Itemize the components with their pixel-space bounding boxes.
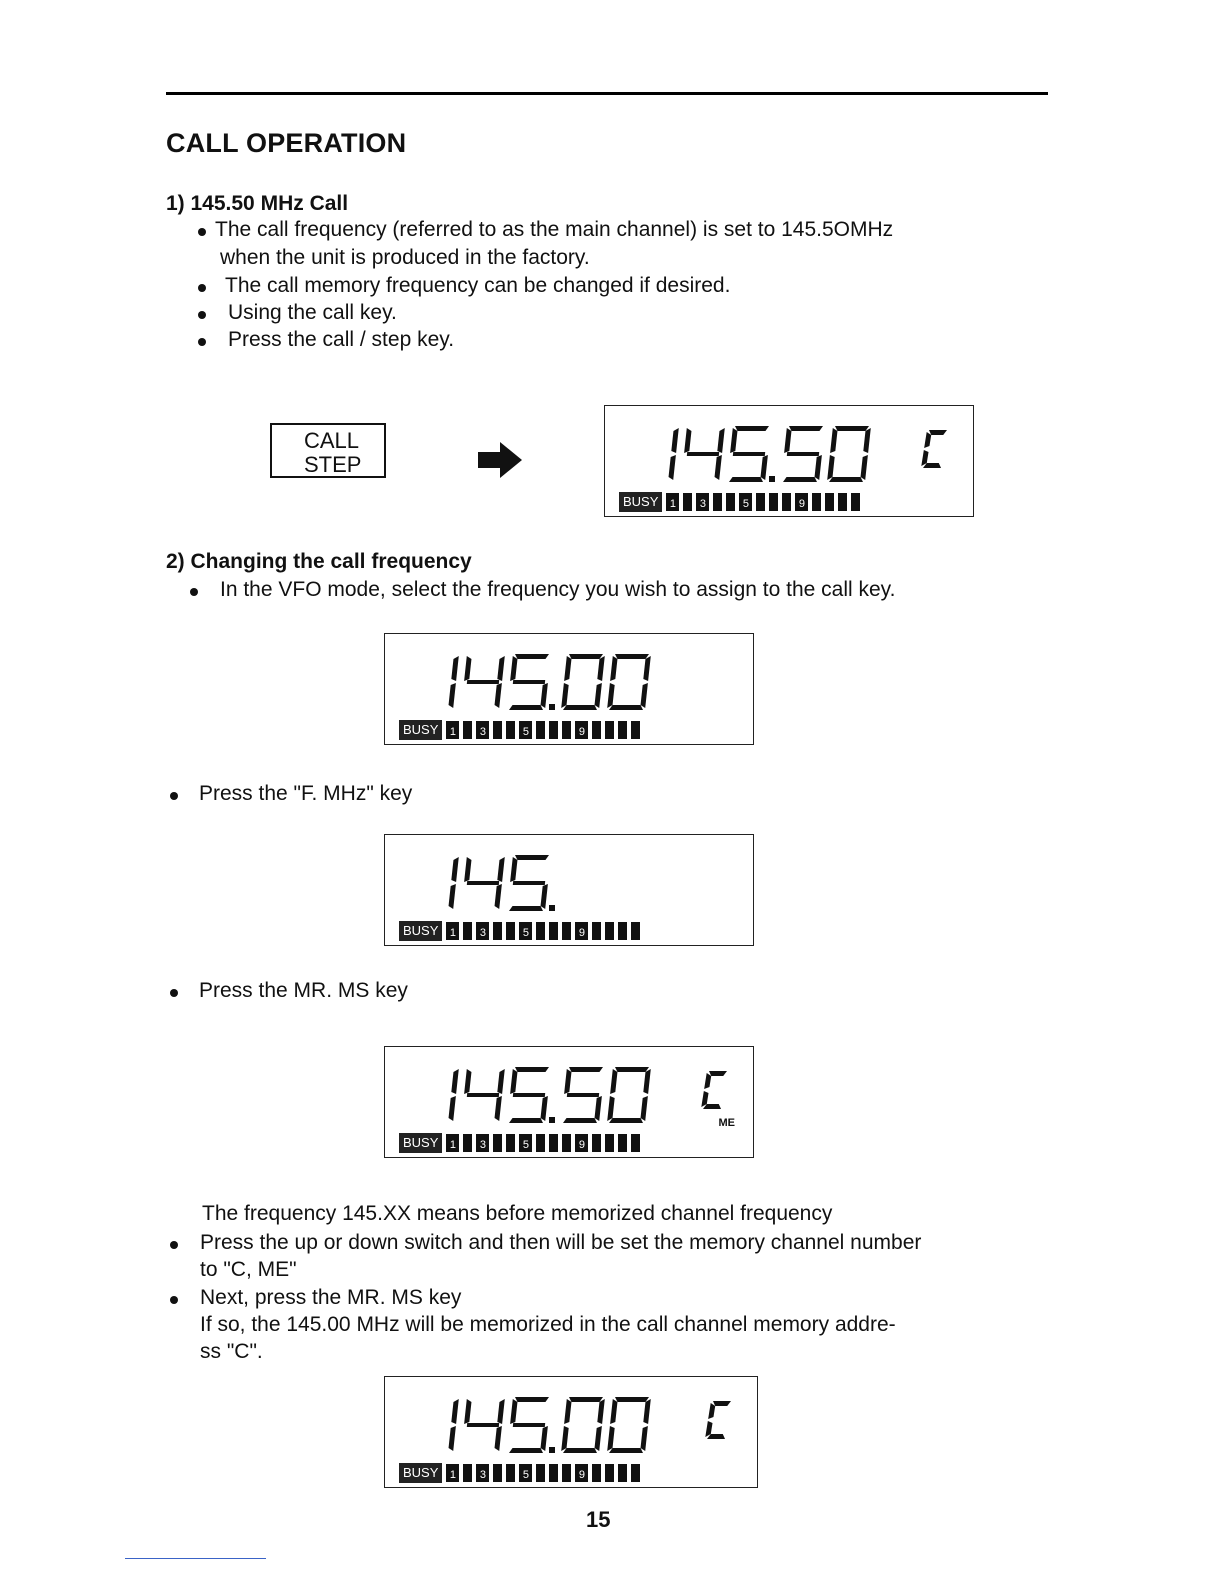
signal-segment bbox=[463, 1464, 472, 1482]
lcd-segment bbox=[467, 881, 499, 885]
signal-segment bbox=[506, 922, 515, 940]
lcd-segment bbox=[467, 1423, 499, 1427]
lcd-segment bbox=[449, 884, 456, 909]
lcd-segment bbox=[713, 1401, 731, 1406]
lcd-segment bbox=[567, 1093, 599, 1097]
signal-segment-numbered: 9 bbox=[575, 1464, 588, 1482]
lcd-segment bbox=[464, 656, 471, 681]
busy-indicator: BUSY bbox=[399, 1133, 442, 1153]
lcd-segment bbox=[495, 683, 502, 708]
signal-segment bbox=[838, 493, 847, 511]
lcd-segment bbox=[510, 1069, 517, 1094]
lcd-segment bbox=[641, 683, 648, 708]
lcd-segment bbox=[569, 654, 603, 659]
section2-text: Next, press the MR. MS key bbox=[200, 1286, 462, 1309]
lcd-segment bbox=[509, 1118, 543, 1123]
lcd-segment bbox=[789, 426, 823, 431]
lcd-segment bbox=[597, 656, 604, 681]
signal-segment-numbered: 1 bbox=[446, 922, 459, 940]
signal-segment-numbered: 9 bbox=[575, 1134, 588, 1152]
section1-text: Using the call key. bbox=[228, 301, 397, 324]
lcd-segment bbox=[835, 426, 869, 431]
lcd-display bbox=[604, 405, 974, 517]
lcd-memory-label: ME bbox=[718, 1117, 735, 1129]
busy-indicator: BUSY bbox=[399, 921, 442, 941]
signal-segment-numbered: 1 bbox=[446, 1134, 459, 1152]
lcd-segment bbox=[815, 455, 822, 480]
lcd-segment bbox=[641, 1096, 648, 1121]
lcd-segment bbox=[449, 1096, 456, 1121]
lcd-segment bbox=[595, 683, 602, 708]
lcd-segment bbox=[715, 455, 722, 480]
lcd-segment bbox=[513, 1423, 545, 1427]
lcd-segment bbox=[561, 1426, 568, 1451]
signal-segment bbox=[536, 721, 545, 739]
signal-segment bbox=[506, 721, 515, 739]
signal-segment-numbered: 5 bbox=[519, 922, 532, 940]
lcd-segment bbox=[513, 881, 545, 885]
lcd-segment bbox=[615, 1397, 649, 1402]
lcd-segment bbox=[609, 1118, 643, 1123]
lcd-segment bbox=[863, 428, 870, 453]
lcd-segment bbox=[449, 683, 456, 708]
lcd-segment bbox=[924, 432, 931, 448]
lcd-segment bbox=[829, 477, 863, 482]
lcd-frequency-digits bbox=[385, 1377, 757, 1459]
lcd-segment bbox=[451, 1069, 458, 1094]
bullet-icon bbox=[198, 228, 206, 236]
lcd-segment bbox=[733, 452, 765, 456]
signal-segment-numbered: 1 bbox=[446, 1464, 459, 1482]
bullet-icon bbox=[198, 284, 206, 292]
section2-heading: 2) Changing the call frequency bbox=[166, 550, 472, 573]
signal-segment-numbered: 5 bbox=[739, 493, 752, 511]
lcd-segment bbox=[609, 705, 643, 710]
lcd-segment bbox=[541, 683, 548, 708]
lcd-segment bbox=[595, 1096, 602, 1121]
lcd-segment bbox=[509, 705, 543, 710]
signal-segment bbox=[618, 922, 627, 940]
signal-segment bbox=[562, 922, 571, 940]
lcd-segment bbox=[541, 884, 548, 909]
lcd-segment bbox=[615, 1067, 649, 1072]
lcd-signal-bar bbox=[619, 492, 860, 512]
signal-segment-numbered: 9 bbox=[575, 922, 588, 940]
signal-segment bbox=[726, 493, 735, 511]
signal-segment bbox=[463, 1134, 472, 1152]
section1-text: The call frequency (referred to as the main channel) is set to 145.5OMHz bbox=[215, 218, 894, 241]
right-arrow-icon bbox=[478, 440, 524, 480]
lcd-segment bbox=[707, 1434, 725, 1439]
lcd-frequency-digits bbox=[385, 1047, 753, 1129]
lcd-signal-bar bbox=[399, 1133, 640, 1153]
signal-segment bbox=[592, 721, 601, 739]
lcd-decimal-point bbox=[549, 1117, 555, 1123]
signal-segment bbox=[631, 1134, 640, 1152]
bullet-icon bbox=[190, 588, 198, 596]
lcd-segment bbox=[684, 428, 691, 453]
signal-segment bbox=[592, 922, 601, 940]
lcd-decimal-point bbox=[549, 905, 555, 911]
section2-text: Press the "F. MHz" key bbox=[199, 782, 413, 805]
bullet-icon bbox=[198, 338, 206, 346]
lcd-segment bbox=[729, 477, 763, 482]
lcd-segment bbox=[451, 656, 458, 681]
lcd-segment bbox=[515, 1397, 549, 1402]
call-step-key-illustration bbox=[270, 423, 386, 478]
section2-text: ss "C". bbox=[200, 1340, 263, 1363]
lcd-frequency-digits bbox=[385, 835, 753, 917]
lcd-segment bbox=[787, 452, 819, 456]
lcd-segment bbox=[830, 428, 837, 453]
signal-segment bbox=[562, 721, 571, 739]
lcd-segment bbox=[564, 1399, 571, 1424]
lcd-segment bbox=[509, 906, 543, 911]
signal-segment-numbered: 5 bbox=[519, 721, 532, 739]
footer-rule bbox=[125, 1558, 266, 1559]
lcd-segment bbox=[449, 1426, 456, 1451]
lcd-segment bbox=[541, 1426, 548, 1451]
signal-segment bbox=[493, 922, 502, 940]
signal-segment bbox=[683, 493, 692, 511]
signal-segment-numbered: 3 bbox=[476, 721, 489, 739]
lcd-segment bbox=[643, 1069, 650, 1094]
lcd-segment bbox=[510, 1399, 517, 1424]
busy-indicator: BUSY bbox=[399, 1463, 442, 1483]
signal-segment-numbered: 3 bbox=[696, 493, 709, 511]
signal-segment bbox=[605, 721, 614, 739]
signal-segment bbox=[493, 1134, 502, 1152]
lcd-decimal-point bbox=[769, 476, 775, 482]
lcd-segment bbox=[563, 705, 597, 710]
lcd-display bbox=[384, 1376, 758, 1488]
lcd-segment bbox=[827, 455, 834, 480]
signal-segment bbox=[631, 1464, 640, 1482]
signal-segment bbox=[631, 721, 640, 739]
signal-segment bbox=[713, 493, 722, 511]
lcd-segment bbox=[513, 1093, 545, 1097]
lcd-display bbox=[384, 1046, 754, 1158]
signal-segment-numbered: 1 bbox=[666, 493, 679, 511]
signal-segment-numbered: 3 bbox=[476, 1134, 489, 1152]
signal-segment bbox=[769, 493, 778, 511]
signal-segment bbox=[631, 922, 640, 940]
signal-segment-numbered: 3 bbox=[476, 922, 489, 940]
signal-segment-numbered: 5 bbox=[519, 1134, 532, 1152]
lcd-segment bbox=[704, 1073, 711, 1089]
signal-segment bbox=[549, 1134, 558, 1152]
signal-segment bbox=[618, 1134, 627, 1152]
signal-segment-numbered: 9 bbox=[795, 493, 808, 511]
lcd-segment bbox=[784, 428, 791, 453]
lcd-segment bbox=[497, 1399, 504, 1424]
signal-segment bbox=[851, 493, 860, 511]
lcd-segment bbox=[687, 452, 719, 456]
lcd-segment bbox=[467, 680, 499, 684]
lcd-frequency-digits bbox=[605, 406, 973, 488]
lcd-segment bbox=[615, 654, 649, 659]
signal-segment bbox=[605, 922, 614, 940]
bullet-icon bbox=[170, 989, 178, 997]
signal-segment bbox=[549, 1464, 558, 1482]
signal-segment bbox=[562, 1464, 571, 1482]
lcd-segment bbox=[610, 1399, 617, 1424]
lcd-segment bbox=[607, 1426, 614, 1451]
lcd-segment bbox=[515, 855, 549, 860]
signal-segment bbox=[536, 1464, 545, 1482]
lcd-segment bbox=[451, 1399, 458, 1424]
lcd-segment bbox=[717, 428, 724, 453]
section2-text: Press the up or down switch and then will be set the memory channel number bbox=[200, 1231, 922, 1254]
lcd-segment bbox=[541, 1096, 548, 1121]
signal-segment bbox=[562, 1134, 571, 1152]
section1-heading: 1) 145.50 MHz Call bbox=[166, 192, 349, 215]
lcd-segment bbox=[609, 1448, 643, 1453]
lcd-segment bbox=[497, 1069, 504, 1094]
lcd-segment bbox=[564, 656, 571, 681]
lcd-display bbox=[384, 834, 754, 946]
lcd-segment bbox=[561, 683, 568, 708]
lcd-segment bbox=[451, 857, 458, 882]
busy-indicator: BUSY bbox=[619, 492, 662, 512]
signal-segment bbox=[493, 721, 502, 739]
page-number: 15 bbox=[586, 1507, 611, 1532]
section2-text: to "C, ME" bbox=[200, 1258, 297, 1281]
signal-segment bbox=[618, 1464, 627, 1482]
signal-segment-numbered: 1 bbox=[446, 721, 459, 739]
lcd-signal-bar bbox=[399, 921, 640, 941]
signal-segment bbox=[463, 721, 472, 739]
bullet-icon bbox=[170, 792, 178, 800]
lcd-segment bbox=[703, 1104, 721, 1109]
lcd-segment bbox=[641, 1426, 648, 1451]
lcd-display bbox=[384, 633, 754, 745]
signal-segment-numbered: 9 bbox=[575, 721, 588, 739]
lcd-segment bbox=[464, 857, 471, 882]
signal-segment bbox=[782, 493, 791, 511]
bullet-icon bbox=[170, 1241, 178, 1249]
lcd-signal-bar bbox=[399, 1463, 640, 1483]
lcd-segment bbox=[783, 477, 817, 482]
lcd-segment bbox=[564, 1069, 571, 1094]
signal-segment bbox=[463, 922, 472, 940]
lcd-segment bbox=[861, 455, 868, 480]
lcd-segment bbox=[607, 683, 614, 708]
signal-segment-numbered: 3 bbox=[476, 1464, 489, 1482]
lcd-segment bbox=[563, 1118, 597, 1123]
lcd-segment bbox=[929, 430, 947, 435]
signal-segment bbox=[756, 493, 765, 511]
lcd-segment bbox=[515, 1067, 549, 1072]
lcd-segment bbox=[563, 1448, 597, 1453]
lcd-segment bbox=[708, 1403, 715, 1419]
lcd-segment bbox=[595, 1426, 602, 1451]
lcd-segment bbox=[709, 1071, 727, 1076]
lcd-segment bbox=[669, 455, 676, 480]
key-label-step: STEP bbox=[304, 452, 362, 477]
top-rule bbox=[166, 92, 1048, 95]
lcd-segment bbox=[597, 1399, 604, 1424]
lcd-segment bbox=[569, 1067, 603, 1072]
signal-segment bbox=[592, 1464, 601, 1482]
section1-text: The call memory frequency can be changed if desired. bbox=[225, 274, 731, 297]
signal-segment-numbered: 5 bbox=[519, 1464, 532, 1482]
lcd-segment bbox=[495, 884, 502, 909]
section2-text: Press the MR. MS key bbox=[199, 979, 408, 1002]
signal-segment bbox=[506, 1464, 515, 1482]
lcd-segment bbox=[643, 656, 650, 681]
lcd-frequency-digits bbox=[385, 634, 753, 716]
lcd-segment bbox=[735, 426, 769, 431]
lcd-segment bbox=[497, 656, 504, 681]
lcd-decimal-point bbox=[549, 1447, 555, 1453]
lcd-segment bbox=[569, 1397, 603, 1402]
section2-text: If so, the 145.00 MHz will be memorized in the call channel memory addre- bbox=[200, 1313, 896, 1336]
signal-segment bbox=[549, 721, 558, 739]
lcd-segment bbox=[730, 428, 737, 453]
signal-segment bbox=[506, 1134, 515, 1152]
section1-text: when the unit is produced in the factory. bbox=[220, 246, 590, 269]
lcd-segment bbox=[761, 455, 768, 480]
signal-segment bbox=[812, 493, 821, 511]
bullet-icon bbox=[170, 1296, 178, 1304]
signal-segment bbox=[536, 1134, 545, 1152]
bullet-icon bbox=[198, 311, 206, 319]
signal-segment bbox=[549, 922, 558, 940]
lcd-segment bbox=[607, 1096, 614, 1121]
lcd-segment bbox=[464, 1069, 471, 1094]
lcd-segment bbox=[643, 1399, 650, 1424]
signal-segment bbox=[536, 922, 545, 940]
lcd-segment bbox=[515, 654, 549, 659]
lcd-segment bbox=[467, 1093, 499, 1097]
lcd-segment bbox=[510, 857, 517, 882]
signal-segment bbox=[592, 1134, 601, 1152]
signal-segment bbox=[825, 493, 834, 511]
section1-text: Press the call / step key. bbox=[228, 328, 455, 351]
lcd-segment bbox=[495, 1426, 502, 1451]
busy-indicator: BUSY bbox=[399, 720, 442, 740]
key-label-call: CALL bbox=[304, 428, 360, 453]
lcd-decimal-point bbox=[549, 704, 555, 710]
lcd-segment bbox=[497, 857, 504, 882]
signal-segment bbox=[605, 1464, 614, 1482]
lcd-segment bbox=[510, 656, 517, 681]
page-title: CALL OPERATION bbox=[166, 128, 407, 158]
lcd-segment bbox=[509, 1448, 543, 1453]
lcd-segment bbox=[923, 463, 941, 468]
section2-text: In the VFO mode, select the frequency you wish to assign to the call key. bbox=[220, 578, 896, 601]
lcd-segment bbox=[495, 1096, 502, 1121]
signal-segment bbox=[493, 1464, 502, 1482]
lcd-segment bbox=[610, 656, 617, 681]
lcd-segment bbox=[464, 1399, 471, 1424]
signal-segment bbox=[605, 1134, 614, 1152]
signal-segment bbox=[618, 721, 627, 739]
lcd-segment bbox=[610, 1069, 617, 1094]
lcd-segment bbox=[513, 680, 545, 684]
lcd-signal-bar bbox=[399, 720, 640, 740]
section2-note: The frequency 145.XX means before memorized channel frequency bbox=[202, 1202, 833, 1225]
lcd-segment bbox=[671, 428, 678, 453]
